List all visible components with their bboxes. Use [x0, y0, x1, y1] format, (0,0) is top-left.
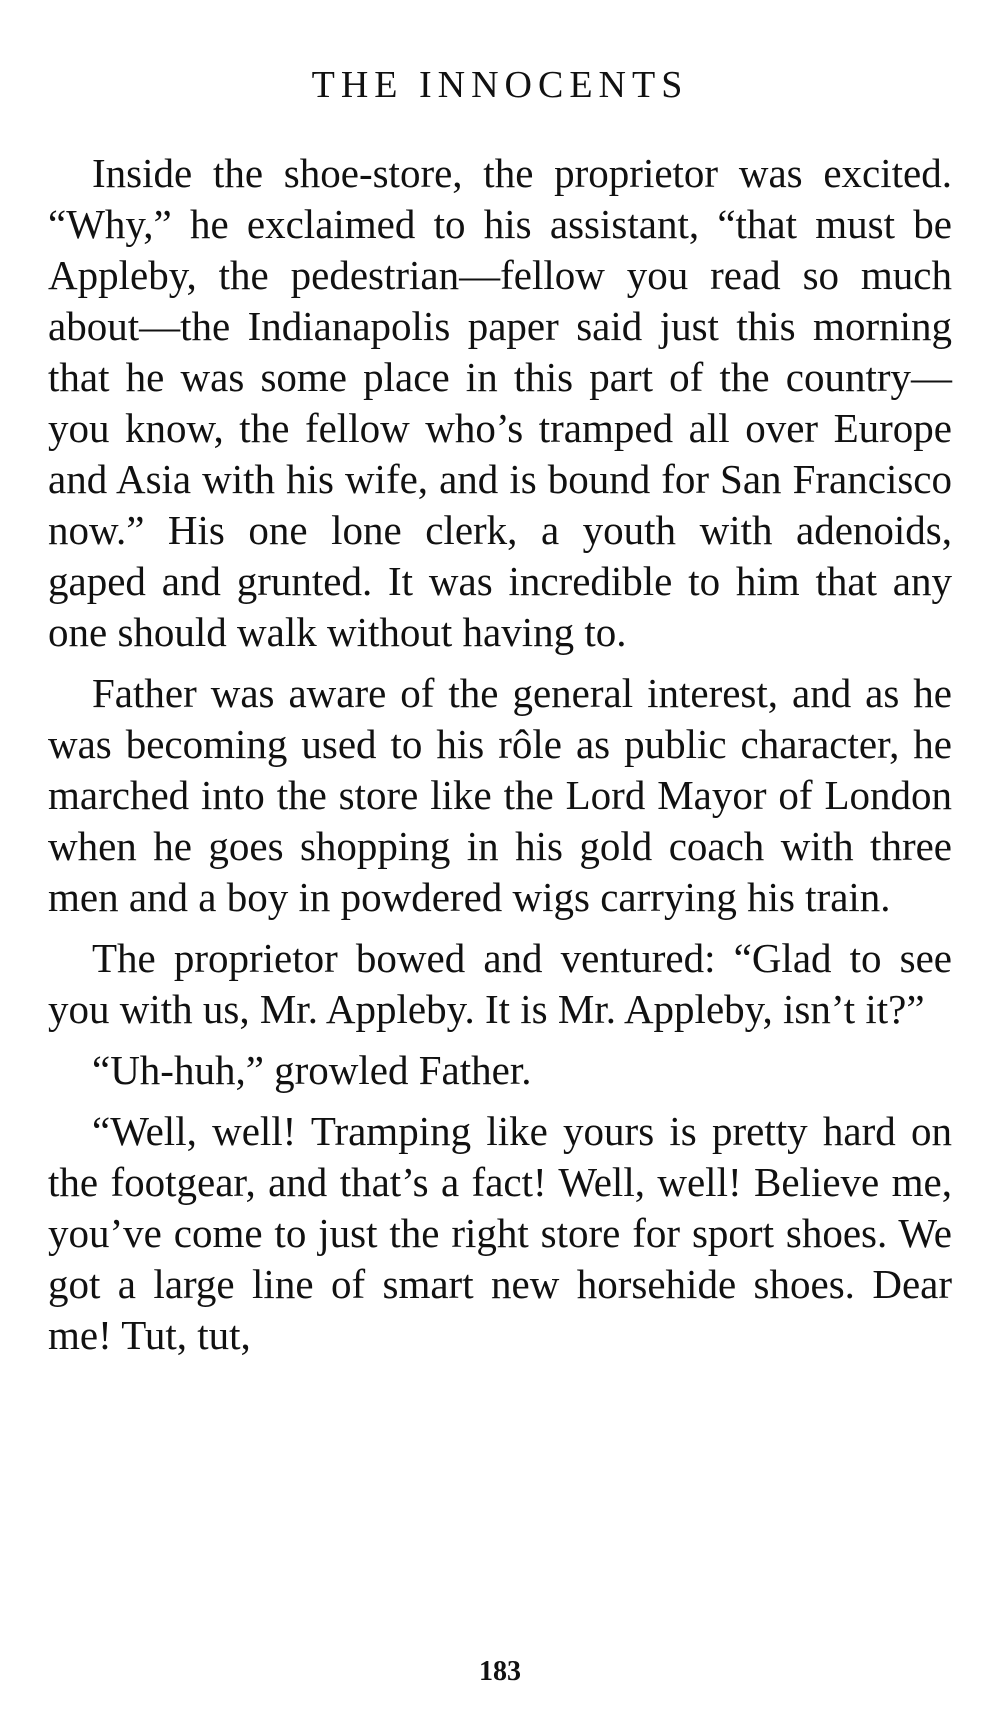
book-page: [48, 0, 952, 1717]
paragraph-proprietor-bowed: The proprietor bowed and ventured: “Glad to see you with us, Mr. Appleby. It is Mr. Appleby, isn’t it?”: [48, 935, 952, 1032]
body-text: [48, 148, 952, 1371]
page-number: 183: [479, 1656, 521, 1687]
paragraph-uh-huh: “Uh-huh,” growled Father.: [92, 1047, 532, 1093]
paragraph-well-well: “Well, well! Tramping like yours is pretty hard on the footgear, and that’s a fact! Well, well! Believe me, you’ve come to just the right store for sport shoes. We got a large line of smart new horsehide shoes. Dear me! Tut, tut,: [48, 1108, 952, 1358]
paragraph-shoe-store: Inside the shoe-store, the proprietor was excited. “Why,” he exclaimed to his assistant, “that must be Appleby, the pedestrian—fellow you read so much about—the Indianapolis paper said just this morning that he was some place in this part of the country—you know, the fellow who’s tramped all over Europe and Asia with his wife, and is bound for San Francisco now.” His one lone clerk, a youth with adenoids, gaped and grunted. It was incredible to him that any one should walk without having to.: [48, 150, 952, 655]
paragraph-father-aware: Father was aware of the general interest, and as he was becoming used to his rôle as public character, he marched into the store like the Lord Mayor of London when he goes shopping in his gold coach with three men and a boy in powdered wigs carrying his train.: [48, 670, 952, 920]
running-head: THE INNOCENTS: [311, 64, 689, 106]
